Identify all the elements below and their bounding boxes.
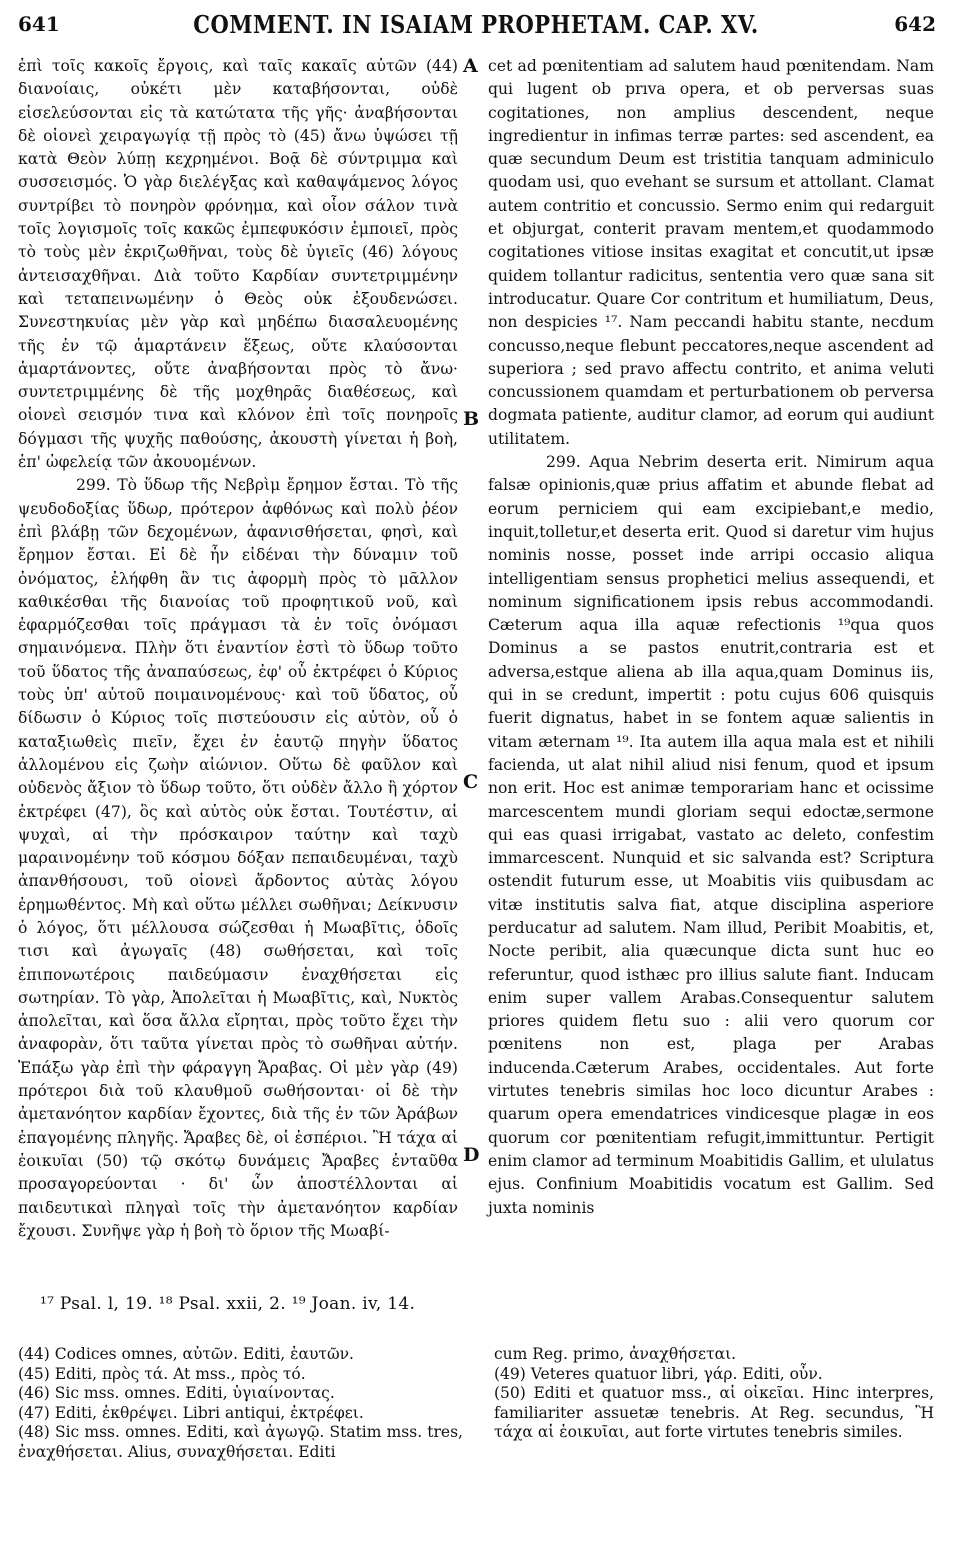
scripture-references: ¹⁷ Psal. l, 19. ¹⁸ Psal. xxii, 2. ¹⁹ Joan. iv, 14. [40, 1294, 416, 1314]
marker-b: B [463, 408, 480, 430]
footnote-50: (50) Editi et quatuor mss., αἱ οἰκεῖαι. Hinc interpres, familiariter assuetæ tenebris. At Reg. secundus, Ἢ τάχα αἱ ἐοικυῖαι, aut forte virtutes tenebris similes. [494, 1384, 934, 1441]
marker-c: C [463, 771, 479, 793]
footnote-46: (46) Sic mss. omnes. Editi, ὑγιαίνοντας. [18, 1384, 335, 1402]
latin-paragraph-2: 299. Aqua Nebrim deserta erit. Nimirum aqua falsæ opinionis,quæ prius affatim et abunde flebat ad eorum perniciem qui eam excipiebant,e medio, inquit,tolletur,et deserta erit. Quod si daretur vim hujus nominis nosse, posset inde arripi occasio aliqua intelligentiam sensus prophetici melius assequendi, et nominum significationem ipsis rebus accommodandi. Cæterum aqua illa aquæ refectionis ¹⁹qua quos Dominus a se pastos enutrit,contraria est et adversa,estque aliena ab illa aqua,quam Dominus iis, qui in se credunt, impertit : potu cujus 606 quisquis fuerit dignatus, habet in se fontem aquæ salientis in vitam æternam ¹⁹. Ita autem illa aqua mala est et nihili facienda, ut alat nihil aliud nisi fenum, quod et ipsum non erit. Hoc est animæ temporariam hanc et ocissime marcescentem mundi gloriam sequi edoctæ,sermone qui eas quasi irrigabat, vastato ac deleto, confestim immarcescent. Nunquid et sic salvanda est? Scriptura ostendit futurum esse, ut Moabitis viis quibusdam ac vitæ institutis salva fiat, atque disciplina asperiore perducatur ad salutem. Nam illud, Peribit Moabitis, et, Nocte peribit, alia quæcunque dicta sunt huc eo referuntur, quod isthæc pro illius salute fiant. Inducam enim super vallem Arabas.Consequentur salutem priores quidem fletu suo : alii vero quorum cor pœnitens non est, plaga per Arabas inducenda.Cæterum Arabes, occidentales. Aut forte virtutes tenebris similas hoc loco dicuntur Arabes : quarum opera emendatrices vindicesque plagæ in eos quorum cor pœnitentiam refugit,immittuntur. Pertigit enim clamor ad terminum Moabitidis Gallim, et ululatus ejus. Confinium Moabitidis vocatum est Gallim. Sed juxta nominis [488, 453, 934, 1217]
footnote-44: (44) Codices omnes, αὐτῶν. Editi, ἑαυτῶν. [18, 1345, 354, 1363]
marker-a: A [463, 55, 478, 77]
page-number-right: 642 [894, 12, 936, 36]
page-title: COMMENT. IN ISAIAM PROPHETAM. CAP. XV. [193, 10, 759, 39]
footnote-48: (48) Sic mss. omnes. Editi, καὶ ἀγωγῷ. Statim mss. tres, ἐναχθήσεται. Alius, συναχθήσεται. Editi [18, 1423, 463, 1461]
footnote-45: (45) Editi, πρὸς τά. At mss., πρὸς τό. [18, 1364, 306, 1383]
page-number-left: 641 [18, 12, 60, 36]
page-header [14, 12, 938, 46]
footnote-47: (47) Editi, ἐκθρέψει. Libri antiqui, ἐκτρέφει. [18, 1403, 364, 1422]
greek-paragraph-2: 299. Τὸ ὕδωρ τῆς Νεβρὶμ ἔρημον ἔσται. Τὸ τῆς ψευδοδοξίας ὕδωρ, πρότερον ἀφθόνως καὶ πολὺ ῥέον ἐπὶ βλάβῃ τῶν δεχομένων, ἀφανισθήσεται, φησὶ, καὶ ἔρημον ἔσται. Εἰ δὲ ἦν εἰδέναι τὴν δύναμιν τοῦ ὀνόματος, ἐλήφθη ἂν τις ἀφορμὴ πρὸς τὸ μᾶλλον καθικέσθαι τῆς διανοίας τοῦ προφητικοῦ νοῦ, καὶ ἐφαρμόζεσθαι τοῖς πράγμασι τὰ ἐν τοῖς ὀνόμασι σημαινόμενα. Πλὴν ὅτι ἐναντίον ἐστὶ τὸ ὕδωρ τοῦτο τοῦ ὕδατος τῆς ἀναπαύσεως, ἐφ' οὗ ἐκτρέφει ὁ Κύριος τοὺς ὑπ' αὐτοῦ ποιμαινομένους· καὶ τοῦ ὕδατος, οὗ δίδωσιν ὁ Κύριος τοῖς πιστεύουσιν εἰς αὐτὸν, οὗ ὁ καταξιωθεὶς πιεῖν, ἔχει ἐν ἑαυτῷ πηγὴν ὕδατος ἀλλομένου εἰς ζωὴν αἰώνιον. Οὕτω δὲ φαῦλον καὶ οὐδενὸς ἄξιον τὸ ὕδωρ τοῦτο, ὅτι οὐδὲν ἄλλο ἢ χόρτον ἐκτρέφει (47), ὃς καὶ αὐτὸς οὐκ ἔσται. Τουτέστιν, αἱ ψυχαὶ, αἱ τὴν πρόσκαιρον ταύτην καὶ ταχὺ μαραινομένην τοῦ κόσμου δόξαν πεπαιδευμέναι, ταχὺ ἀπανθήσουσι, τοῦ οἱονεὶ ἄρδοντος αὐτὰς λόγου ἐρημωθέντος. Μὴ καὶ οὕτω μέλλει σωθῆναι; Δείκνυσιν ὁ λόγος, ὅτι μέλλουσα σώζεσθαι ἡ Μωαβῖτις, ὁδοῖς τισι καὶ ἀγωγαῖς (48) σωθήσεται, καὶ τοῖς ἐπιπονωτέροις παιδεύμασιν ἐναχθήσεται εἰς σωτηρίαν. Τὸ γὰρ, Ἀπολεῖται ἡ Μωαβῖτις, καὶ, Νυκτὸς ἀπολεῖται, καὶ ὅσα ἄλλα εἴρηται, πρὸς τοῦτο ἔχει τὴν ἀναφορὰν, ὅτι ταῦτα γίνεται πρὸς τὸ σωθῆναι αὐτήν. Ἐπάξω γὰρ ἐπὶ τὴν φάραγγη Ἄραβας. Οἱ μὲν γὰρ (49) πρότεροι διὰ τοῦ κλαυθμοῦ σωθήσονται· οἱ δὲ τὴν ἀμετανόητον καρδίαν ἔχοντες, διὰ τῆς ἐν τῶν Ἀράβων ἐπαγομένης πληγῆς. Ἄραβες δὲ, οἱ ἑσπέριοι. Ἢ τάχα αἱ ἐοικυῖαι (50) τῷ σκότῳ δυνάμεις Ἄραβες ἐνταῦθα προσαγορεύονται · δι' ὧν ἀποστέλλονται αἱ παιδευτικαὶ πληγαὶ τοῖς τὴν ἀμετανόητον καρδίαν ἔχουσι. Συνῆψε γὰρ ἡ βοὴ τὸ ὅριον τῆς Μωαβί- [18, 476, 458, 1240]
footnotes-right [494, 1345, 934, 1443]
footnote-48-cont: cum Reg. primo, ἀναχθήσεται. [494, 1345, 737, 1363]
latin-column [488, 55, 934, 1220]
footnote-49: (49) Veteres quatuor libri, γάρ. Editi, οὖν. [494, 1364, 823, 1383]
greek-column [18, 55, 458, 1243]
latin-paragraph-1: cet ad pœnitentiam ad salutem haud pœnitendam. Nam qui lugent ob prıva opera, et ob perversas suas cogitationes, non amplius descendent, neque ingredientur in infimas terræ partes: sed ascendent, ea quæ secundum Deum est tristitia tanquam adminiculo quodam usi, quo evehant se sursum et attollant. Clamat autem contritio et concussio. Sermo enim qui redarguit et objurgat, conterit pravam mentem,et quodammodo cogitationes vitiose insitas exagitat et concutit,ut ipsæ quidem tollantur radicitus, sententia vero quæ sana sit introducatur. Quare Cor contritum et humiliatum, Deus, non despicies ¹⁷. Nam peccandi habitu stante, necdum concusso,neque flebunt peccatores,neque ascendent ad superiora ; sed pravo affectu contrito, et anima veluti concussionem quamdam et perturbationem ob perversa dogmata patiente, auditur clamor, ad eorum qui audiunt utilitatem. [488, 57, 934, 448]
greek-paragraph-1: ἐπὶ τοῖς κακοῖς ἔργοις, καὶ ταῖς κακαῖς αὐτῶν (44) διανοίαις, οὐκέτι μὲν καταβήσονται, οὐδὲ εἰσελεύσονται εἰς τὰ κατώτατα τῆς γῆς· ἀναβήσονται δὲ οἱονεὶ χειραγωγίᾳ τῇ πρὸς τὸ (45) ἄνω ὑψώσει τῇ κατὰ Θεὸν λύπῃ κεχρημένοι. Βοᾷ δὲ σύντριμμα καὶ συσσεισμός. Ὁ γὰρ διελέγξας καὶ καθαψάμενος λόγος συντρίβει τὸ πονηρὸν φρόνημα, καὶ οἷον σάλον τινὰ τοῖς λογισμοῖς τοῖς κακῶς ἐμπεφυκόσιν ἐμποιεῖ, πρὸς τὸ τοὺς μὲν ἐκριζωθῆναι, τοὺς δὲ ὑγιεῖς (46) λόγους ἀντεισαχθῆναι. Διὰ τοῦτο Καρδίαν συντετριμμένην καὶ τεταπεινωμένην ὁ Θεὸς οὐκ ἐξουδενώσει. Συνεστηκυίας μὲν γὰρ καὶ μηδέπω διασαλευομένης τῆς ἐν τῷ ἁμαρτάνειν ἕξεως, οὔτε κλαύσονται ἁμαρτάνοντες, οὔτε ἀναβήσονται πρὸς τὸ ἄνω· συντετριμμένης δὲ τῆς μοχθηρᾶς διαθέσεως, καὶ οἱονεὶ σεισμόν τινα καὶ κλόνον ἐπὶ τοῖς πονηροῖς δόγμασι τῆς ψυχῆς παθούσης, ἀκουστὴ γίνεται ἡ βοὴ, ἐπ' ὠφελείᾳ τῶν ἀκουομένων. [18, 57, 458, 472]
footnotes-left [18, 1345, 463, 1462]
marker-d: D [463, 1144, 480, 1166]
